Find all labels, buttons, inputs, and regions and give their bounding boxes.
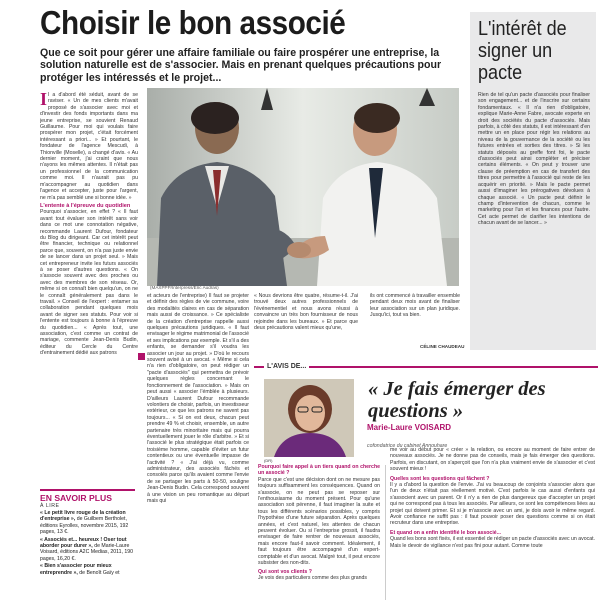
en-savoir-plus-subtitle: À LIRE	[40, 503, 60, 509]
avis-question-1: Pourquoi faire appel à un tiers quand on cherche un associé ?	[258, 464, 380, 477]
article-deck: Que ce soit pour gérer une affaire familiale ou faire prospérer une entreprise, la solution naturelle est de s'associer. Mais en prenant quelques précautions pour protéger les intéressés et le projet...	[40, 47, 442, 84]
reading-item-detail: de Marie-Laure Voisard, éditions A2C Medias, 2011, 190 pages, 16,20 €.	[40, 543, 134, 562]
article-col1-text2: Pourquoi s'associer, en effet ? « Il faut avant tout évaluer son intérêt sans voir dans ce mot une connotation négative, recommande Laurent Dufour, fondateur du Blog du dirigeant. Car cet intérêt peut être financier, technique ou relationnel parce que, souvent, on n'a pas juste envie de se lancer dans un projet seul. » Mais cet entrepreneur invite les futurs associés à se poser d'autres questions. « On s'associe souvent avec des proches ou avec des membres de son réseau. Or, même si on connaît bien quelqu'un, on ne le connaît généralement pas dans le travail. » Conseil de l'expert : entamer sa collaboration pendant quelques mois avant de signer ses statuts. Pour voir si l'entente est toujours à bonne à l'épreuve du quotidien... « Après tout, une association, c'est comme un contrat de mariage, commente Jean-Denis Budin, éditeur du Cercle du Centre d'entrainement dédié aux patrons	[40, 209, 138, 357]
avis-column-divider	[385, 465, 386, 600]
article-column-1	[40, 92, 138, 484]
en-savoir-plus-box	[40, 489, 135, 600]
sidebar-title: L'intérêt de signer un pacte	[478, 17, 567, 84]
avis-question-3: Quelles sont les questions qui fâchent ?	[390, 475, 490, 482]
portrait-illustration	[264, 379, 354, 457]
reading-item	[40, 510, 135, 536]
sidebar-text: Rien de tel qu'un pacte d'associés pour finaliser son engagement... et de l'inscrire sur certains fondamentaux. « Il n'a rien d'obligatoire, explique Marie-Anne Fabre, avocate experte en droit des sociétés du pacte d'associés. Mais parfois, à côté des statuts, il est intéressant d'en mettre un en place pour régir les relations au niveau de la gouvernance de la société ou les futures entrées et sorties des titres. » Si les statuts déposés au greffe font foi, le pacte d'associés peut ainsi compléter et préciser certains éléments. « On peut y trouver une clause de préemption en cas de transfert des titres pour permettre à l'associé qui reste de les acquérir en priorité. » Mais le pacte permet aussi d'imaginer les prérogatives dévolues à chaque associé. « Un pacte peut définir le champ d'intervention de chacun, comme le marketing pour l'un et les finances pour l'autre. Cet acte permet de clarifier les intentions de chacun avant de se lancer... »	[478, 92, 590, 227]
reading-item	[40, 537, 135, 563]
avis-label: L'AVIS DE...	[264, 363, 309, 370]
avis-question-4: Et quand on a enfin identifié le bon associé...	[390, 529, 501, 536]
handshake-photo-illustration	[147, 88, 459, 286]
article-byline: CÉLINE CHAUDEAU	[420, 344, 465, 349]
avis-continued-text: me voir au début pour « créer » la relation, ou encore au moment de faire entrer de nouveaux associés. Je ne donne pas de conseils, mais je fais émerger des questions. Parfois, en discutant, on s'aperçoit que l'on n'a plus vraiment envie de s'associer et c'est souvent mieux !	[390, 447, 595, 473]
reading-item-detail: de Guilbem Bertholet, éditions Eyrolles, novembre 2015, 192 pages, 13 €.	[40, 516, 129, 536]
avis-answer-4: Quand les bons sont fixés, il est essentiel de rédiger un pacte d'associés avec un avocat. Mais le devoir de vigilance n'est pas fini pour autant. Comme toute	[390, 536, 595, 549]
avis-answer-2: Je vois des particuliers comme des plus grands	[258, 574, 367, 581]
avis-portrait	[264, 379, 354, 457]
avis-name: Marie-Laure VOISARD	[367, 423, 452, 432]
article-headline: Choisir le bon associé	[40, 4, 346, 41]
en-savoir-plus-title: EN SAVOIR PLUS	[40, 493, 112, 503]
photo-credit: (MAXPPP/Interpress/Eric Audras)	[150, 285, 219, 290]
avis-column-right	[390, 447, 595, 600]
article-column-3: « Nous devrions être quatre, résume-t-il. J'ai trouvé deux autres professionnels de l'événementiel et nous avons réussi à convaincre un très bon fournisseur de nous rejoindre dans les bureaux. » Et parce que deux précautions valent mieux qu'une,	[254, 293, 358, 332]
reading-item	[40, 563, 135, 576]
drop-cap: I	[40, 92, 48, 109]
bullet-square	[138, 353, 145, 360]
article-column-4: ils ont commencé à travailler ensemble pendant deux mois avant de finaliser leur association sur un plan juridique. Jusqu'ici, tout va bien.	[370, 293, 460, 319]
avis-answer-3: Il y a d'abord la question de l'envie. J'ai vu beaucoup de conjoints s'associer alors que l'un de deux n'était pas réellement motivé. C'est parfois le cas aussi d'enfants qui s'associent avec un parent. Or il n'y a rien de plus dangereux que d'accepter un projet qui ne correspond pas à tous les associés. Par ailleurs, ce sont les compétences liées au projet qui doivent primer. Et si je m'associe avec un ami, je dois avoir le même regard. Avoir confiance ne suffit pas : il faut pouvoir poser des questions comme si on était recruteur dans une entreprise.	[390, 482, 595, 527]
avis-answer-1: Parce que c'est une décision dont on ne mesure pas toujours suffisamment les conséquences. Quand on s'associe, on ne peut pas se reposer sur l'enthousiasme du moment présent. Pour qu'une association soit pérenne, il faut imaginer la suite et tous les différents scénarios possibles, y compris l'hypothèse d'une future séparation. Après quelques années, et c'est naturel, les attentes de chacun peuvent évoluer. Ou si l'entreprise grossit, il faudra envisager de faire rentrer de nouveaux associés, mais encore faut-il savoir comment. Idéalement, il faut toujours être accompagné d'un expert-comptable et d'un avocat. Malgré tout, il peut encore subsister des non-dits.	[258, 476, 380, 567]
article-column-2: et acteurs de l'entreprise) Il faut se projeter et définir des règles de vie commune, voire des modalités claires en cas de séparation mais aussi de croissance. » Ce spécialiste de la création d'entreprise rappelle aussi quelques précautions juridiques. « Il faut envisager le régime matrimonial de l'associé et ses implications par exemple. Et s'il a des enfants, se demander s'il voudra les associer un jour au projet. » D'où le recours souvent avisé à un avocat. « Même si cela n'a rien d'obligatoire, on peut rédiger un "pacte d'associés" qui permettra de prévoir quelques règles concernant le fonctionnement de l'association. » Mais on peut aussi « associer l'émblée à plusieurs. D'ailleurs Laurent Dufour recommande volontiers de choisir, parfois, un investisseur extérieur, ce que les patrons ne savent pas toujours... « Si on est deux, chacun peut prendre 49 % et choisir, ensemble, un autre partenaire très minoritaire mais qui pourra éventuellement jouer le rôle d'arbitre. » Et si l'associé le plus stratégique était parfois ce troisième homme, capable d'éviter un futur contentieux ou une éventuelle impasse de l'activité ? « J'ai déjà vu, comme administrateur, des associés fâchés et consolés parce qu'ils avaient comme l'envie de se partager les parts à 50-50, souligne Jean-Denis Budin. Cela correspond souvent à une vision un peu romantique au départ mais qui	[147, 293, 249, 504]
avis-column-left	[258, 464, 380, 600]
avis-role: cofondatrice du cabinet Annouhare	[367, 443, 448, 449]
reading-item-title: « Bien s'associer pour mieux entreprendre »,	[40, 563, 112, 576]
reading-item-title: « Le petit livre rouge de la création d'entreprise »,	[40, 510, 126, 523]
reading-item-title: « Associés et... heureux ! Oser tout aborder pour durer »,	[40, 536, 127, 550]
article-photo	[147, 88, 459, 286]
reading-item-detail: de Benoît Gaïy et	[79, 569, 120, 576]
avis-photo-credit: (DR)	[264, 458, 273, 463]
article-col1-text: l a d'abord été séduit, avant de se raviser. « Un de mes clients m'avait proposé de s'associer avec moi et d'investir des fonds importants dans ma jeune entreprise, se souvient Renaud Guillaume. Pour moi qui voulais faire prospérer mon projet, c'était forcément intéressant a priori... » Et pourtant, le fondateur de l'agence Mescudi, à Thionville (Moselle), a changé d'avis. « Au dernier moment, j'ai craint que nous n'ayons les mêmes attentes. Il n'était pas un professionnel de la communication comme moi. Il n'aurait pas pu m'accompagner au quotidien dans l'agence et accepter, juste pour l'argent, ne m'a pas semblé une si bonne idée. »	[40, 92, 138, 201]
avis-question-2: Qui sont vos clients ?	[258, 568, 312, 575]
article-subhead: L'entente à l'épreuve du quotidien	[40, 202, 131, 209]
avis-quote: « Je fais émerger des questions »	[368, 378, 546, 422]
